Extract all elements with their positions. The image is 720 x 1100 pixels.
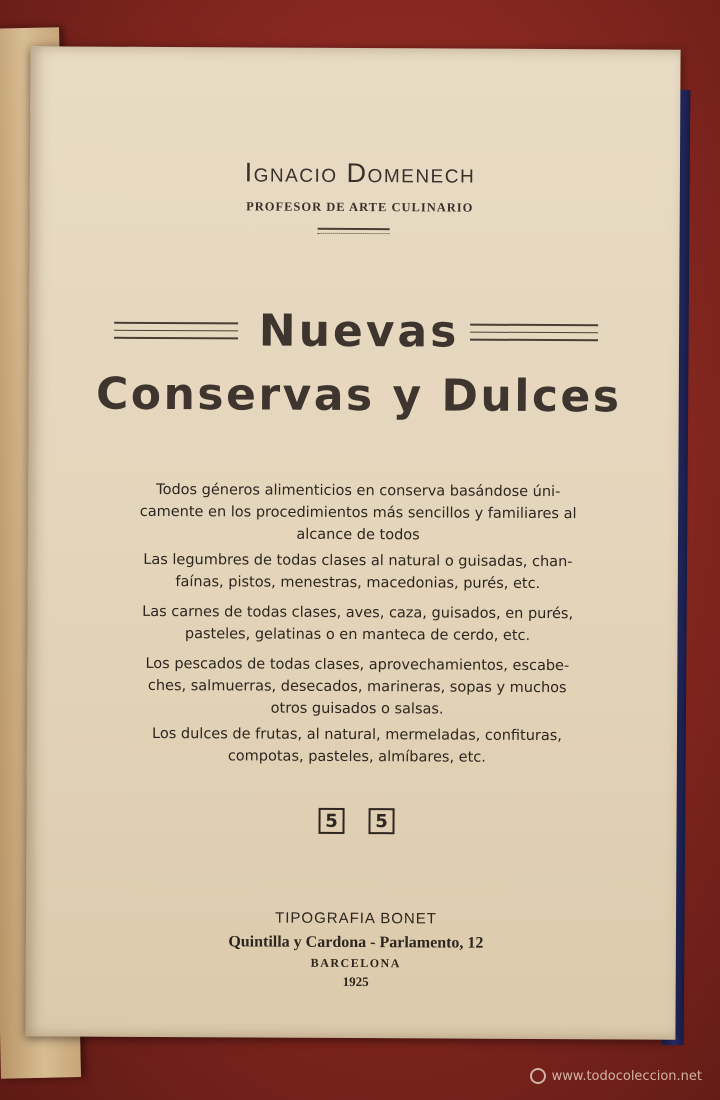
book-title-line-2: Conservas y Dulces: [95, 368, 622, 423]
paragraph-line: Los dulces de frutas, al natural, mermeladas, confituras,: [152, 725, 562, 745]
author-name: Ignacio Domenech: [244, 157, 476, 189]
description-paragraph: [73, 479, 643, 548]
author-profession: PROFESOR DE ARTE CULINARIO: [246, 199, 474, 215]
greek-key-ornament-icon: 5: [368, 808, 394, 834]
book-title-line-1: Nuevas: [258, 305, 460, 358]
paragraph-line: alcance de todos: [296, 526, 420, 544]
paragraph-line: otros guisados o salsas.: [270, 700, 444, 718]
description-paragraph: [72, 653, 642, 722]
watermark-text: www.todocoleccion.net: [551, 1068, 702, 1084]
greek-key-ornament-icon: 5: [318, 808, 344, 834]
paragraph-line: faínas, pistos, menestras, macedonias, purés, etc.: [175, 574, 541, 592]
title-page: [25, 46, 680, 1039]
paragraph-line: compotas, pasteles, almíbares, etc.: [227, 748, 486, 766]
watermark: [530, 1068, 702, 1084]
title-page-content: [55, 46, 660, 1039]
printer-address: Quintilla y Cardona - Parlamento, 12: [228, 933, 484, 952]
printer-name: TIPOGRAFIA BONET: [275, 909, 437, 928]
publication-city: BARCELONA: [310, 955, 401, 971]
paragraph-line: Las legumbres de todas clases al natural o guisadas, chan-: [143, 551, 573, 571]
paragraph-line: pasteles, gelatinas o en manteca de cerdo, etc.: [184, 626, 531, 644]
decorative-rule: [318, 228, 390, 234]
todocoleccion-logo-icon: [530, 1068, 546, 1084]
publication-year: 1925: [342, 973, 369, 990]
description-paragraph: [72, 723, 642, 770]
description-paragraph: [72, 601, 642, 648]
paragraph-line: Todos géneros alimenticios en conserva basándose úni-: [156, 481, 561, 501]
description-paragraph: [73, 549, 643, 596]
paragraph-line: ches, salmuerras, desecados, marineras, sopas y muchos: [147, 677, 567, 697]
paragraph-line: Los pescados de todas clases, aprovechamientos, escabe-: [145, 655, 570, 675]
paragraph-line: camente en los procedimientos más sencillos y familiares al: [139, 503, 577, 523]
paragraph-line: Las carnes de todas clases, aves, caza, guisados, en purés,: [142, 603, 574, 623]
